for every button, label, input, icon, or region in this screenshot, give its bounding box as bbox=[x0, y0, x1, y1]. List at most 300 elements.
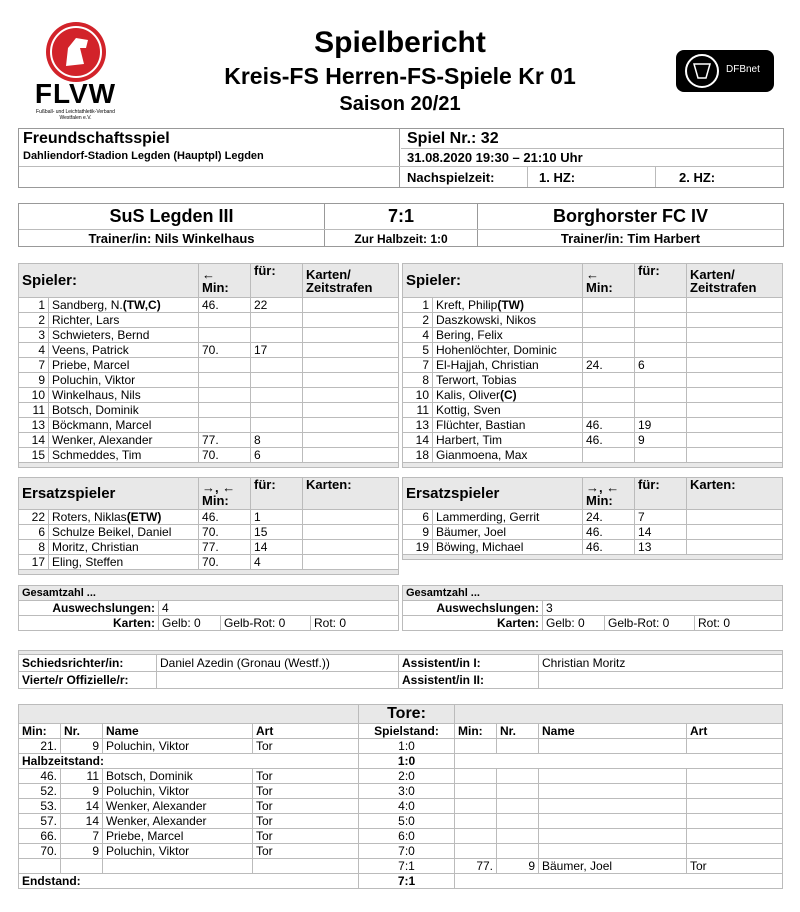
away-sub-karten-header: Karten: bbox=[687, 478, 783, 510]
goal-type: Tor bbox=[253, 844, 359, 859]
schiri-value: Daniel Azedin (Gronau (Westf.)) bbox=[157, 655, 399, 672]
away-player-row bbox=[403, 418, 783, 433]
goal-number: 9 bbox=[61, 739, 103, 754]
sub-minute: 46. bbox=[199, 510, 251, 525]
empty-cell bbox=[455, 874, 783, 889]
sub-minute bbox=[583, 343, 635, 358]
empty-cell bbox=[539, 784, 687, 799]
player-name bbox=[433, 510, 583, 525]
goal-score: 1:0 bbox=[359, 739, 455, 754]
sub-minute bbox=[583, 298, 635, 313]
empty-cell bbox=[539, 844, 687, 859]
player-name-text: Harbert, Tim bbox=[436, 433, 503, 447]
goal-row bbox=[19, 784, 783, 799]
goals-home-art-header: Art bbox=[253, 724, 359, 739]
player-number: 7 bbox=[19, 358, 49, 373]
sub-minute bbox=[583, 373, 635, 388]
player-name-text: Schwieters, Bernd bbox=[52, 328, 150, 342]
away-karten-header: Karten/ Zeitstrafen bbox=[687, 264, 783, 298]
away-auswechslungen-label: Auswechslungen: bbox=[403, 601, 543, 616]
goal-row bbox=[19, 739, 783, 754]
goal-type: Tor bbox=[253, 829, 359, 844]
player-role-tag: (TW,C) bbox=[122, 298, 161, 312]
away-sub-row bbox=[403, 540, 783, 555]
sub-for: 8 bbox=[251, 433, 303, 448]
player-number: 6 bbox=[403, 510, 433, 525]
away-karten-label: Karten: bbox=[403, 616, 543, 631]
player-name bbox=[49, 555, 199, 570]
player-name-text: Hohenlöchter, Dominic bbox=[436, 343, 557, 357]
goal-score: 5:0 bbox=[359, 814, 455, 829]
away-sub-row bbox=[403, 510, 783, 525]
player-number: 3 bbox=[19, 328, 49, 343]
goals-away-min-header: Min: bbox=[455, 724, 497, 739]
halftime-score: Zur Halbzeit: 1:0 bbox=[354, 232, 448, 246]
home-sub-min-header: →, ← Min: bbox=[199, 478, 251, 510]
home-sub-fuer-header: für: bbox=[251, 478, 303, 510]
home-karten-header: Karten/ Zeitstrafen bbox=[303, 264, 399, 298]
empty-cell bbox=[455, 799, 497, 814]
sub-for bbox=[635, 343, 687, 358]
goal-type: Tor bbox=[253, 739, 359, 754]
empty-cell bbox=[497, 739, 539, 754]
player-name bbox=[49, 540, 199, 555]
home-team: SuS Legden III bbox=[109, 206, 234, 226]
away-fuer-header: für: bbox=[635, 264, 687, 298]
player-name-text: Kottig, Sven bbox=[436, 403, 501, 417]
empty-cell bbox=[455, 844, 497, 859]
home-player-row bbox=[19, 358, 399, 373]
player-number: 1 bbox=[403, 298, 433, 313]
goal-score: 4:0 bbox=[359, 799, 455, 814]
cards bbox=[687, 343, 783, 358]
player-name bbox=[49, 418, 199, 433]
goal-row bbox=[19, 799, 783, 814]
goal-minute: 77. bbox=[455, 859, 497, 874]
empty-cell bbox=[253, 859, 359, 874]
sub-minute: 46. bbox=[583, 525, 635, 540]
player-name bbox=[433, 343, 583, 358]
player-name bbox=[49, 448, 199, 463]
match-type: Freundschaftsspiel bbox=[23, 130, 170, 147]
match-datetime: 31.08.2020 19:30 – 21:10 Uhr bbox=[407, 150, 583, 165]
goal-number: 9 bbox=[497, 859, 539, 874]
sub-for bbox=[635, 448, 687, 463]
home-trainer: Trainer/in: Nils Winkelhaus bbox=[88, 231, 255, 246]
cards bbox=[303, 540, 399, 555]
player-name-text: Daszkowski, Nikos bbox=[436, 313, 537, 327]
goal-minute: 57. bbox=[19, 814, 61, 829]
home-gesamtzahl-label: Gesamtzahl ... bbox=[19, 586, 399, 601]
empty-cell bbox=[455, 739, 497, 754]
sub-for: 6 bbox=[251, 448, 303, 463]
empty-cell bbox=[687, 739, 783, 754]
table-spacer bbox=[19, 570, 399, 575]
away-min-header: ← Min: bbox=[583, 264, 635, 298]
sub-minute: 70. bbox=[199, 448, 251, 463]
home-gelb: Gelb: 0 bbox=[159, 616, 221, 631]
player-number: 4 bbox=[403, 328, 433, 343]
goal-score: 7:0 bbox=[359, 844, 455, 859]
sub-for: 17 bbox=[251, 343, 303, 358]
player-number: 2 bbox=[403, 313, 433, 328]
player-name-text: Kalis, Oliver bbox=[436, 388, 501, 402]
goals-away-nr-header: Nr. bbox=[497, 724, 539, 739]
home-player-row bbox=[19, 328, 399, 343]
goal-minute: 70. bbox=[19, 844, 61, 859]
player-number: 11 bbox=[19, 403, 49, 418]
player-number: 13 bbox=[19, 418, 49, 433]
player-number: 1 bbox=[19, 298, 49, 313]
sub-minute: 77. bbox=[199, 433, 251, 448]
cards bbox=[303, 555, 399, 570]
player-name bbox=[49, 525, 199, 540]
sub-for bbox=[635, 388, 687, 403]
player-name bbox=[49, 343, 199, 358]
home-player-row bbox=[19, 448, 399, 463]
player-name-text: Bering, Felix bbox=[436, 328, 503, 342]
goal-scorer: Poluchin, Viktor bbox=[103, 844, 253, 859]
tore-title: Tore: bbox=[359, 705, 455, 724]
empty-cell bbox=[497, 769, 539, 784]
home-player-row bbox=[19, 388, 399, 403]
away-substitutes bbox=[402, 477, 782, 560]
goal-row bbox=[19, 769, 783, 784]
sub-for: 4 bbox=[251, 555, 303, 570]
empty-cell bbox=[687, 799, 783, 814]
player-number: 2 bbox=[19, 313, 49, 328]
flvw-logo bbox=[28, 18, 123, 123]
goal-type: Tor bbox=[253, 769, 359, 784]
home-lineup bbox=[18, 263, 398, 468]
empty-cell bbox=[455, 754, 783, 769]
empty-cell bbox=[687, 829, 783, 844]
away-player-row bbox=[403, 433, 783, 448]
halftime-score-value: 1:0 bbox=[359, 754, 455, 769]
away-player-row bbox=[403, 388, 783, 403]
home-totals bbox=[18, 585, 398, 631]
empty-cell bbox=[687, 784, 783, 799]
cards bbox=[303, 373, 399, 388]
cards bbox=[303, 313, 399, 328]
goal-number: 9 bbox=[61, 784, 103, 799]
sub-for: 14 bbox=[251, 540, 303, 555]
player-name bbox=[433, 328, 583, 343]
cards bbox=[687, 358, 783, 373]
empty-cell bbox=[455, 784, 497, 799]
empty-cell bbox=[687, 844, 783, 859]
sub-for bbox=[635, 328, 687, 343]
player-name bbox=[433, 433, 583, 448]
sub-for bbox=[251, 388, 303, 403]
cards bbox=[687, 313, 783, 328]
player-number: 14 bbox=[403, 433, 433, 448]
player-name bbox=[49, 313, 199, 328]
goal-minute: 21. bbox=[19, 739, 61, 754]
player-number: 19 bbox=[403, 540, 433, 555]
goal-type: Tor bbox=[687, 859, 783, 874]
cards bbox=[687, 328, 783, 343]
away-sub-min-header: →, ← Min: bbox=[583, 478, 635, 510]
player-name-text: Bäumer, Joel bbox=[436, 525, 507, 539]
hz2-label: 2. HZ: bbox=[679, 170, 716, 185]
goals-home-min-header: Min: bbox=[19, 724, 61, 739]
goals-away-art-header: Art bbox=[687, 724, 783, 739]
empty-cell bbox=[61, 859, 103, 874]
cards bbox=[687, 373, 783, 388]
cards bbox=[687, 448, 783, 463]
player-name bbox=[433, 358, 583, 373]
flvw-logo-text: FLVW bbox=[34, 78, 117, 109]
cards bbox=[687, 298, 783, 313]
sub-minute bbox=[583, 388, 635, 403]
player-name bbox=[49, 328, 199, 343]
player-name-text: Poluchin, Viktor bbox=[52, 373, 136, 387]
ass1-value: Christian Moritz bbox=[539, 655, 783, 672]
away-player-row bbox=[403, 448, 783, 463]
empty-cell bbox=[497, 814, 539, 829]
cards bbox=[303, 358, 399, 373]
away-auswechslungen-value: 3 bbox=[543, 601, 783, 616]
home-rot: Rot: 0 bbox=[311, 616, 399, 631]
goal-type: Tor bbox=[253, 799, 359, 814]
player-number: 8 bbox=[403, 373, 433, 388]
player-number: 9 bbox=[19, 373, 49, 388]
endstand-row bbox=[19, 874, 783, 889]
sub-minute: 46. bbox=[199, 298, 251, 313]
cards bbox=[303, 510, 399, 525]
player-name-text: Priebe, Marcel bbox=[52, 358, 130, 372]
home-sub-row bbox=[19, 555, 399, 570]
cards bbox=[303, 298, 399, 313]
player-name-text: Sandberg, N. bbox=[52, 298, 123, 312]
player-name bbox=[433, 373, 583, 388]
player-name bbox=[433, 388, 583, 403]
player-name bbox=[49, 373, 199, 388]
player-role-tag: (C) bbox=[500, 388, 517, 402]
away-gelb: Gelb: 0 bbox=[543, 616, 605, 631]
sub-minute: 46. bbox=[583, 418, 635, 433]
goal-minute: 53. bbox=[19, 799, 61, 814]
result-box bbox=[18, 203, 784, 247]
player-number: 7 bbox=[403, 358, 433, 373]
empty-cell bbox=[687, 769, 783, 784]
sub-minute bbox=[199, 328, 251, 343]
goal-score: 7:1 bbox=[359, 859, 455, 874]
player-name bbox=[49, 298, 199, 313]
goal-number: 14 bbox=[61, 799, 103, 814]
away-team: Borghorster FC IV bbox=[552, 206, 708, 226]
player-number: 10 bbox=[403, 388, 433, 403]
cards bbox=[303, 388, 399, 403]
home-player-row bbox=[19, 298, 399, 313]
player-name-text: El-Hajjah, Christian bbox=[436, 358, 539, 372]
away-player-row bbox=[403, 343, 783, 358]
away-player-row bbox=[403, 373, 783, 388]
goals-home-nr-header: Nr. bbox=[61, 724, 103, 739]
away-player-row bbox=[403, 313, 783, 328]
player-name bbox=[433, 313, 583, 328]
sub-for: 13 bbox=[635, 540, 687, 555]
cards bbox=[687, 540, 783, 555]
home-player-row bbox=[19, 343, 399, 358]
player-name bbox=[433, 298, 583, 313]
player-name bbox=[433, 448, 583, 463]
home-player-row bbox=[19, 373, 399, 388]
player-name bbox=[49, 403, 199, 418]
home-player-row bbox=[19, 418, 399, 433]
player-name bbox=[433, 525, 583, 540]
goal-minute: 66. bbox=[19, 829, 61, 844]
player-name bbox=[433, 418, 583, 433]
table-spacer bbox=[403, 555, 783, 560]
flvw-logo-small: Fußball- und Leichtathletik-Verband Westfalen e.V. bbox=[36, 109, 115, 121]
vierte-value bbox=[157, 672, 399, 689]
empty-cell bbox=[539, 769, 687, 784]
goal-row bbox=[19, 844, 783, 859]
player-name-text: Wenker, Alexander bbox=[52, 433, 153, 447]
goal-scorer: Botsch, Dominik bbox=[103, 769, 253, 784]
cards bbox=[303, 433, 399, 448]
player-name bbox=[49, 358, 199, 373]
empty-cell bbox=[539, 739, 687, 754]
nachspielzeit-label: Nachspielzeit: bbox=[407, 170, 495, 185]
goal-row bbox=[19, 814, 783, 829]
dfb-emblem-icon bbox=[682, 51, 722, 91]
cards bbox=[303, 525, 399, 540]
goal-number: 14 bbox=[61, 814, 103, 829]
sub-for bbox=[251, 328, 303, 343]
empty-cell bbox=[455, 814, 497, 829]
sub-for bbox=[635, 298, 687, 313]
away-rot: Rot: 0 bbox=[695, 616, 783, 631]
sub-minute: 46. bbox=[583, 540, 635, 555]
cards bbox=[303, 328, 399, 343]
player-name bbox=[433, 403, 583, 418]
home-player-row bbox=[19, 403, 399, 418]
sub-for: 15 bbox=[251, 525, 303, 540]
away-player-row bbox=[403, 403, 783, 418]
ass2-value bbox=[539, 672, 783, 689]
sub-minute bbox=[199, 373, 251, 388]
sub-for: 19 bbox=[635, 418, 687, 433]
goals-away-name-header: Name bbox=[539, 724, 687, 739]
spielstand-header: Spielstand: bbox=[359, 724, 455, 739]
player-role-tag: (ETW) bbox=[126, 510, 162, 524]
cards bbox=[303, 343, 399, 358]
sub-minute: 70. bbox=[199, 555, 251, 570]
player-number: 9 bbox=[403, 525, 433, 540]
away-ersatz-label: Ersatzspieler bbox=[403, 478, 583, 510]
player-name-text: Winkelhaus, Nils bbox=[52, 388, 141, 402]
goal-scorer: Bäumer, Joel bbox=[539, 859, 687, 874]
empty-cell bbox=[455, 769, 497, 784]
player-name-text: Eling, Steffen bbox=[52, 555, 124, 569]
player-name-text: Gianmoena, Max bbox=[436, 448, 528, 462]
goal-minute: 46. bbox=[19, 769, 61, 784]
dfbnet-logo bbox=[676, 50, 774, 92]
goal-row bbox=[19, 829, 783, 844]
home-substitutes bbox=[18, 477, 398, 575]
game-number: Spiel Nr.: 32 bbox=[407, 130, 499, 147]
empty-cell bbox=[539, 799, 687, 814]
endstand-label: Endstand: bbox=[19, 874, 359, 889]
competition-title: Kreis-FS Herren-FS-Spiele Kr 01 bbox=[224, 63, 576, 89]
player-number: 4 bbox=[19, 343, 49, 358]
sub-for bbox=[251, 313, 303, 328]
sub-for bbox=[251, 373, 303, 388]
sub-minute bbox=[583, 313, 635, 328]
empty-cell bbox=[19, 859, 61, 874]
cards bbox=[687, 388, 783, 403]
cards bbox=[303, 448, 399, 463]
sub-minute bbox=[583, 328, 635, 343]
halftime-row bbox=[19, 754, 783, 769]
dfbnet-logo-text: DFBnet bbox=[726, 64, 760, 75]
player-name-text: Botsch, Dominik bbox=[52, 403, 139, 417]
home-gelbrot: Gelb-Rot: 0 bbox=[221, 616, 311, 631]
away-trainer: Trainer/in: Tim Harbert bbox=[560, 231, 701, 246]
goal-type: Tor bbox=[253, 784, 359, 799]
sub-for: 7 bbox=[635, 510, 687, 525]
player-number: 18 bbox=[403, 448, 433, 463]
final-score: 7:1 bbox=[387, 206, 414, 226]
away-player-row bbox=[403, 328, 783, 343]
sub-minute: 46. bbox=[583, 433, 635, 448]
goals-home-name-header: Name bbox=[103, 724, 253, 739]
player-number: 10 bbox=[19, 388, 49, 403]
goal-scorer: Wenker, Alexander bbox=[103, 799, 253, 814]
ass1-label: Assistent/in I: bbox=[399, 655, 539, 672]
hz1-label: 1. HZ: bbox=[539, 170, 576, 185]
officials bbox=[18, 650, 782, 689]
goal-score: 3:0 bbox=[359, 784, 455, 799]
sub-minute: 24. bbox=[583, 510, 635, 525]
empty-cell bbox=[455, 829, 497, 844]
vierte-label: Vierte/r Offizielle/r: bbox=[19, 672, 157, 689]
sub-for bbox=[251, 403, 303, 418]
sub-minute bbox=[199, 313, 251, 328]
empty-cell bbox=[497, 799, 539, 814]
away-player-row bbox=[403, 358, 783, 373]
home-sub-row bbox=[19, 525, 399, 540]
away-sub-row bbox=[403, 525, 783, 540]
sub-for bbox=[635, 373, 687, 388]
player-role-tag: (TW) bbox=[497, 298, 525, 312]
home-fuer-header: für: bbox=[251, 264, 303, 298]
sub-minute: 24. bbox=[583, 358, 635, 373]
sub-for: 1 bbox=[251, 510, 303, 525]
cards bbox=[687, 525, 783, 540]
goal-scorer: Wenker, Alexander bbox=[103, 814, 253, 829]
player-name-text: Terwort, Tobias bbox=[436, 373, 517, 387]
table-spacer bbox=[19, 463, 399, 468]
home-player-row bbox=[19, 433, 399, 448]
goals-section bbox=[18, 704, 782, 889]
goal-type: Tor bbox=[253, 814, 359, 829]
home-min-header: ← Min: bbox=[199, 264, 251, 298]
player-name bbox=[49, 433, 199, 448]
cards bbox=[687, 403, 783, 418]
empty-cell bbox=[497, 844, 539, 859]
sub-minute bbox=[199, 358, 251, 373]
empty-cell bbox=[497, 784, 539, 799]
goal-score: 6:0 bbox=[359, 829, 455, 844]
away-player-row bbox=[403, 298, 783, 313]
home-sub-row bbox=[19, 540, 399, 555]
match-info-box bbox=[18, 128, 784, 188]
player-number: 15 bbox=[19, 448, 49, 463]
